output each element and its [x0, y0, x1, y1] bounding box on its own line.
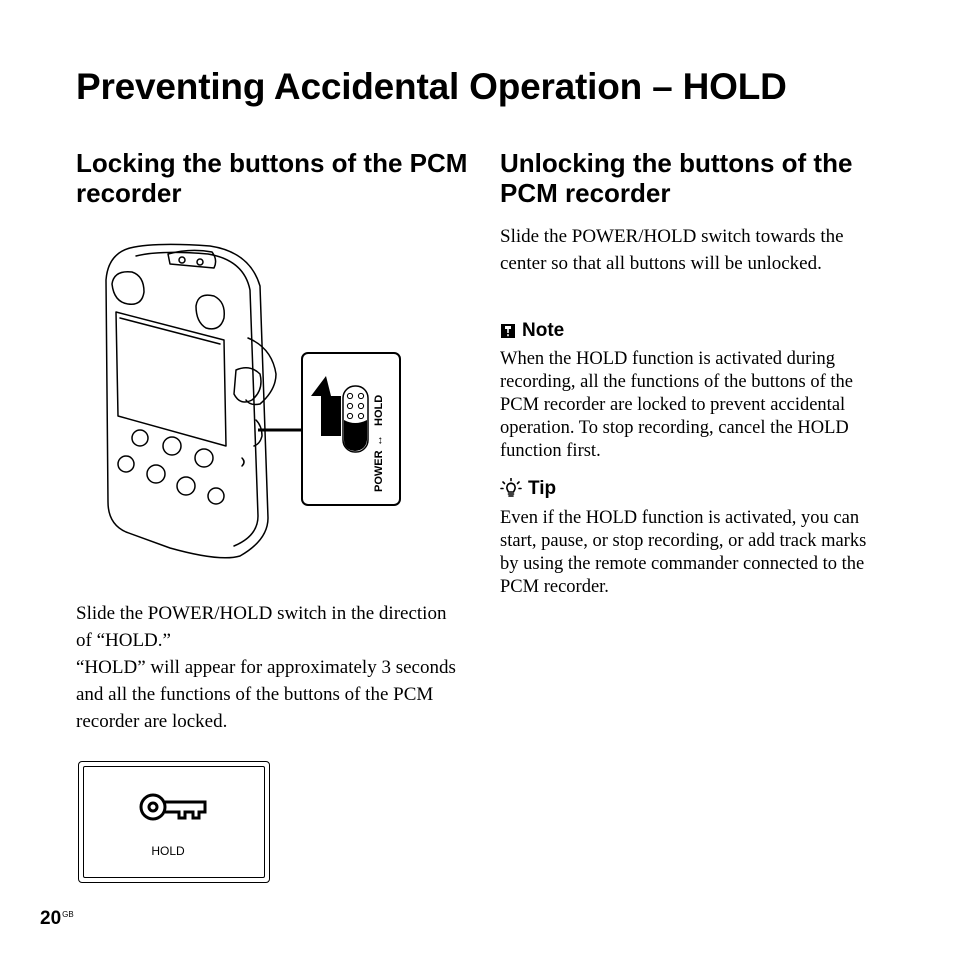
locking-instructions	[76, 600, 466, 735]
page-title: Preventing Accidental Operation – HOLD	[76, 66, 787, 107]
hold-display-illustration	[78, 761, 270, 883]
page-region: GB	[62, 910, 74, 919]
key-icon	[137, 790, 209, 824]
switch-label-power: POWER	[373, 450, 385, 492]
locking-heading: Locking the buttons of the PCM recorder	[76, 148, 468, 208]
note-text: When the HOLD function is activated during recording, all the functions of the buttons of the PCM recorder are locked to prevent accidental operation. To stop recording, cancel the HOLD function first.	[500, 349, 853, 461]
locking-paragraph-2: “HOLD” will appear for approximately 3 seconds and all the functions of the buttons of the PCM recorder are locked.	[76, 657, 456, 732]
unlocking-paragraph: Slide the POWER/HOLD switch towards the center so that all buttons will be unlocked.	[500, 226, 844, 274]
note-header	[500, 320, 564, 342]
page-number-value: 20	[40, 908, 62, 929]
switch-label-hold: HOLD	[373, 394, 385, 426]
locking-paragraph-1: Slide the POWER/HOLD switch in the direction of “HOLD.”	[76, 603, 447, 651]
tip-label: Tip	[528, 478, 557, 499]
tip-header	[500, 478, 556, 500]
note-label: Note	[522, 320, 565, 341]
tip-text: Even if the HOLD function is activated, you can start, pause, or stop recording, or add track marks by using the remote commander connected to the PCM recorder.	[500, 508, 867, 597]
lightbulb-icon	[500, 478, 522, 500]
page-number	[40, 908, 74, 930]
note-icon	[500, 323, 516, 339]
display-hold-text: HOLD	[151, 844, 185, 858]
pcm-recorder-illustration	[100, 240, 410, 570]
switch-arrow-glyph: ↔	[373, 435, 385, 446]
unlocking-heading: Unlocking the buttons of the PCM recorder	[500, 148, 853, 208]
